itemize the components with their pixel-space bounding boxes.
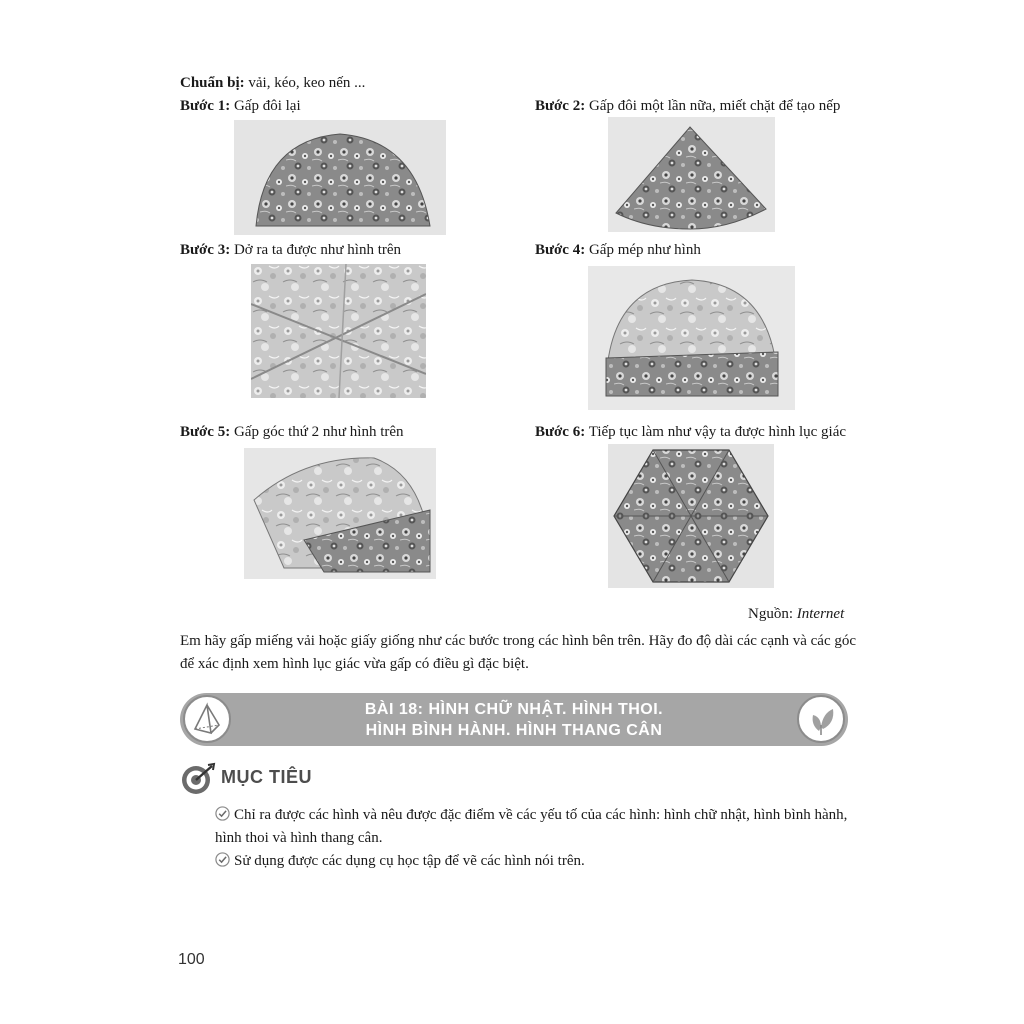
step-1-caption: [180, 96, 301, 116]
step-1-photo: [234, 120, 446, 235]
source-value: Internet: [796, 606, 845, 622]
page-number: 100: [178, 951, 205, 968]
target-icon: [180, 762, 216, 796]
step-2-caption: [535, 96, 840, 116]
lesson-title-line-2: HÌNH BÌNH HÀNH. HÌNH THANG CÂN: [365, 722, 663, 739]
lesson-title: [240, 699, 788, 741]
step-4-text: Gấp mép như hình: [585, 242, 701, 258]
step-4-label: Bước 4:: [535, 242, 586, 258]
preparation-text: vải, kéo, keo nến ...: [244, 75, 366, 91]
step-5-caption: [180, 422, 404, 442]
preparation-line: [180, 73, 365, 93]
step-3-photo: [251, 264, 426, 398]
step-3-label: Bước 3:: [180, 242, 231, 258]
pyramid-icon: [183, 695, 231, 743]
preparation-label: Chuẩn bị:: [180, 75, 245, 91]
step-6-label: Bước 6:: [535, 424, 586, 440]
objectives-heading: MỤC TIÊU: [221, 767, 312, 787]
step-4-caption: [535, 240, 701, 260]
step-5-photo: [244, 448, 436, 579]
step-3-caption: [180, 240, 401, 260]
step-2-photo: [608, 117, 775, 232]
instruction-paragraph: Em hãy gấp miếng vải hoặc giấy giống như các bước trong các hình bên trên. Hãy đo độ dài các cạnh và các góc để xác định xem hình lục giác vừa gấp có điều gì đặc biệt.: [180, 633, 857, 672]
step-2-text: Gấp đôi một lần nữa, miết chặt để tạo nếp: [585, 98, 841, 114]
step-1-label: Bước 1:: [180, 98, 231, 114]
step-3-text: Dở ra ta được như hình trên: [230, 242, 402, 258]
step-5-text: Gấp góc thứ 2 như hình trên: [230, 424, 404, 440]
check-icon: [215, 852, 230, 867]
lesson-banner: [180, 693, 848, 746]
step-2-label: Bước 2:: [535, 98, 586, 114]
step-1-text: Gấp đôi lại: [230, 98, 301, 114]
source-label: Nguồn:: [748, 606, 797, 622]
step-4-photo: [588, 266, 795, 410]
lesson-title-line-1: BÀI 18: HÌNH CHỮ NHẬT. HÌNH THOI.: [364, 701, 664, 718]
step-6-caption: [535, 422, 846, 442]
step-5-label: Bước 5:: [180, 424, 231, 440]
step-6-text: Tiếp tục làm như vậy ta được hình lục giác: [585, 424, 847, 440]
check-icon: [215, 806, 230, 821]
step-6-photo: [608, 444, 774, 588]
objective-text-1: Chỉ ra được các hình và nêu được đặc điểm về các yếu tố của các hình: hình chữ nhật, hình bình hành, hình thoi và hình thang cân.: [215, 807, 848, 846]
objective-item-1: [215, 804, 855, 850]
source-credit: [748, 604, 844, 624]
objective-text-2: Sử dụng được các dụng cụ học tập để vẽ các hình nói trên.: [234, 853, 585, 869]
leaf-icon: [797, 695, 845, 743]
objective-item-2: [215, 850, 855, 873]
